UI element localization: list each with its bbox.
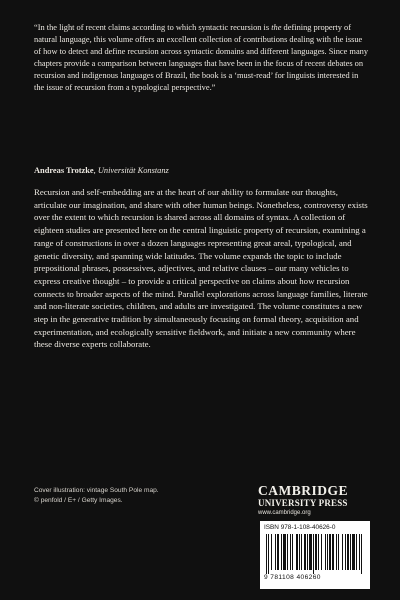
barcode-bar xyxy=(283,534,286,570)
barcode-bar xyxy=(325,534,326,570)
barcode-bar xyxy=(329,534,331,570)
publisher-name: CAMBRIDGE xyxy=(258,483,349,498)
barcode-bar xyxy=(345,534,346,570)
barcode-bars xyxy=(264,534,366,574)
barcode-bar xyxy=(332,534,334,570)
barcode-bar xyxy=(304,534,306,570)
quote-text-italic: the xyxy=(271,23,282,32)
cover-credit xyxy=(34,486,194,505)
barcode-bar xyxy=(287,534,288,570)
barcode-bar xyxy=(356,534,357,570)
quote-text-part1: “In the light of recent claims according to which syntactic recursion is xyxy=(34,23,272,32)
barcode-digits: 9 781108 406260 xyxy=(264,574,321,581)
barcode-bar xyxy=(327,534,328,570)
isbn-label: ISBN 978-1-108-40626-0 xyxy=(264,524,336,531)
barcode-bar xyxy=(299,534,300,570)
endorsement-quote xyxy=(34,22,369,95)
barcode-bar xyxy=(350,534,351,570)
quote-text-part2: defining property of natural language, this volume offers an excellent collection of contributions dealing with the issue of how to detect and define recursion across syntactic domains and different languages. Since many chapters provide a comparison between languages that have been in the focus of recent debates on recursion and indigenous languages of Brazil, the book is a ‘must-read’ for linguists interested in the issue of recursion from a typological perspective.” xyxy=(34,23,369,93)
barcode-bar xyxy=(307,534,308,570)
barcode-bar xyxy=(315,534,317,570)
barcode-bar xyxy=(342,534,343,570)
quote-institution: Universität Konstanz xyxy=(97,166,169,175)
barcode-bar xyxy=(292,534,293,570)
barcode-bar xyxy=(309,534,312,570)
barcode-bar xyxy=(352,534,355,570)
barcode-bar xyxy=(290,534,291,570)
cover-credit-line2: © penfold / E+ / Getty Images. xyxy=(34,496,123,504)
barcode-bar xyxy=(347,534,349,570)
attribution-separator: , xyxy=(93,166,98,175)
quote-author: Andreas Trotzke xyxy=(34,166,94,175)
barcode-bar xyxy=(336,534,337,570)
barcode-bar xyxy=(275,534,276,570)
barcode-bar xyxy=(321,534,322,570)
barcode-bar xyxy=(266,534,267,574)
publisher-url: www.cambridge.org xyxy=(258,510,311,516)
publisher-logo xyxy=(258,484,370,518)
quote-attribution xyxy=(34,165,354,177)
cover-credit-line1: Cover illustration: vintage South Pole map. xyxy=(34,487,159,494)
barcode-bar xyxy=(359,534,360,570)
barcode-bar xyxy=(277,534,279,570)
isbn-barcode xyxy=(260,521,370,589)
publisher-press: UNIVERSITY PRESS xyxy=(258,498,348,508)
barcode-bar xyxy=(318,534,319,570)
barcode-bar xyxy=(281,534,282,570)
book-description: Recursion and self-embedding are at the heart of our ability to formulate our thoughts, articulate our imagination, and share with other human beings. Nonetheless, controversy exists over the extent to which recursion is shared across all domains of syntax. A collection of eighteen studies are presented here on the central linguistic property of recursion, examining a range of constructions in over a dozen languages representing great areal, typological, and genetic diversity, and spanning wide latitudes. The volume expands the topic to include prepositional phrases, possessives, adjectives, and relative clauses – our many vehicles to express creative thought – to provide a critical perspective on claims about how recursion connects to broader aspects of the mind. Parallel explorations across language families, literate and non-literate societies, children, and adults are investigated. The volume constitutes a new step in the generative tradition by simultaneously focusing on formal theory, acquisition and experimentation, and ecologically sensitive fieldwork, and initiate a new community where these diverse experts collaborate. xyxy=(34,187,368,350)
barcode-bar xyxy=(338,534,339,570)
barcode-bar xyxy=(271,534,272,570)
barcode-bar xyxy=(361,534,362,574)
barcode-bar xyxy=(301,534,302,570)
barcode-bar xyxy=(296,534,298,570)
barcode-bar xyxy=(268,534,269,574)
barcode-bar xyxy=(313,534,314,574)
